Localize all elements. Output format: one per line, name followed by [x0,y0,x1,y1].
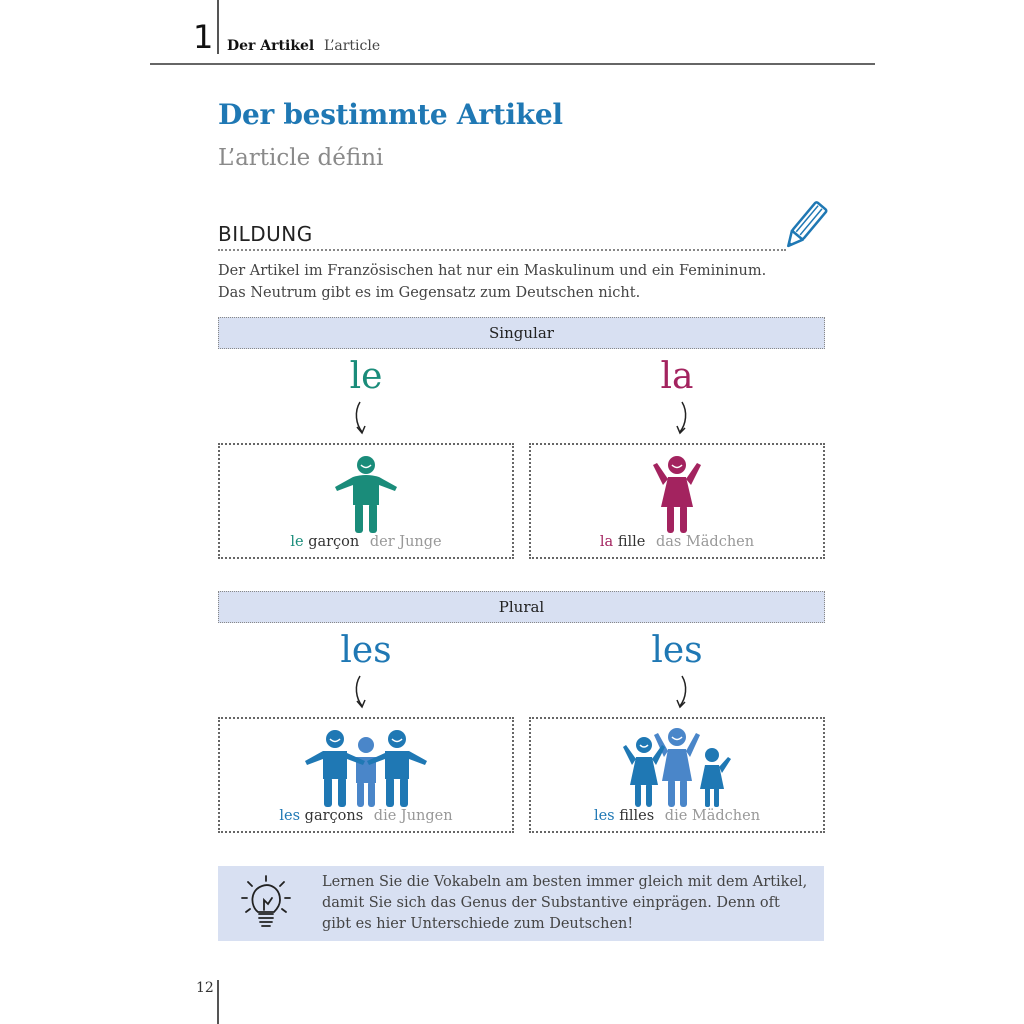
section-dotted-rule [218,249,786,251]
caption-word: fille [617,534,646,550]
chapter-subtitle: L’article [324,38,381,54]
footer-divider [217,980,219,1024]
caption-article: les [593,808,615,824]
chapter-divider [217,0,219,54]
caption-le-garcon [220,534,512,550]
caption-les-garcons [220,808,512,824]
arrow-down-icon [672,400,692,436]
arrow-down-icon [352,674,372,710]
chapter-number: 1 [193,18,214,56]
article-les-masc: les [340,630,392,671]
article-les-fem: les [651,630,703,671]
tip-box [218,866,824,941]
caption-translation: die Jungen [373,808,453,824]
caption-article: la [599,534,614,550]
card-les-garcons [218,717,514,833]
lightbulb-icon [240,872,296,936]
card-le-garcon [218,443,514,559]
header-rule [150,63,875,65]
pencil-icon [782,198,828,254]
intro-text [218,260,818,304]
intro-line: Das Neutrum gibt es im Gegensatz zum Deutschen nicht. [218,285,641,301]
caption-translation: der Junge [369,534,442,550]
caption-article: le [290,534,304,550]
tip-text: Lernen Sie die Vokabeln am besten immer gleich mit dem Artikel, damit Sie sich das Genus der Substantive einprägen. Denn oft gibt es hier Unterschiede zum Deutschen! [322,874,808,932]
boy-figure-icon [331,455,401,533]
page-subtitle: L’article défini [218,145,384,171]
plural-band: Plural [218,591,825,623]
caption-translation: die Mädchen [664,808,761,824]
page-title: Der bestimmte Artikel [218,98,563,131]
intro-line: Der Artikel im Französischen hat nur ein Maskulinum und ein Femininum. [218,263,767,279]
chapter-title: Der Artikel [227,38,315,54]
caption-la-fille [531,534,823,550]
arrow-down-icon [352,400,372,436]
card-la-fille [529,443,825,559]
card-les-filles [529,717,825,833]
boys-group-icon [301,727,431,809]
page-number: 12 [196,980,214,996]
arrow-down-icon [672,674,692,710]
section-heading: BILDUNG [218,222,313,246]
singular-band: Singular [218,317,825,349]
caption-les-filles [531,808,823,824]
article-le: le [349,356,383,397]
caption-translation: das Mädchen [655,534,755,550]
caption-word: filles [619,808,655,824]
girls-group-icon [622,727,732,809]
article-la: la [660,356,694,397]
caption-word: garçon [308,534,360,550]
girl-figure-icon [647,455,707,533]
caption-word: garçons [304,808,364,824]
caption-article: les [279,808,301,824]
